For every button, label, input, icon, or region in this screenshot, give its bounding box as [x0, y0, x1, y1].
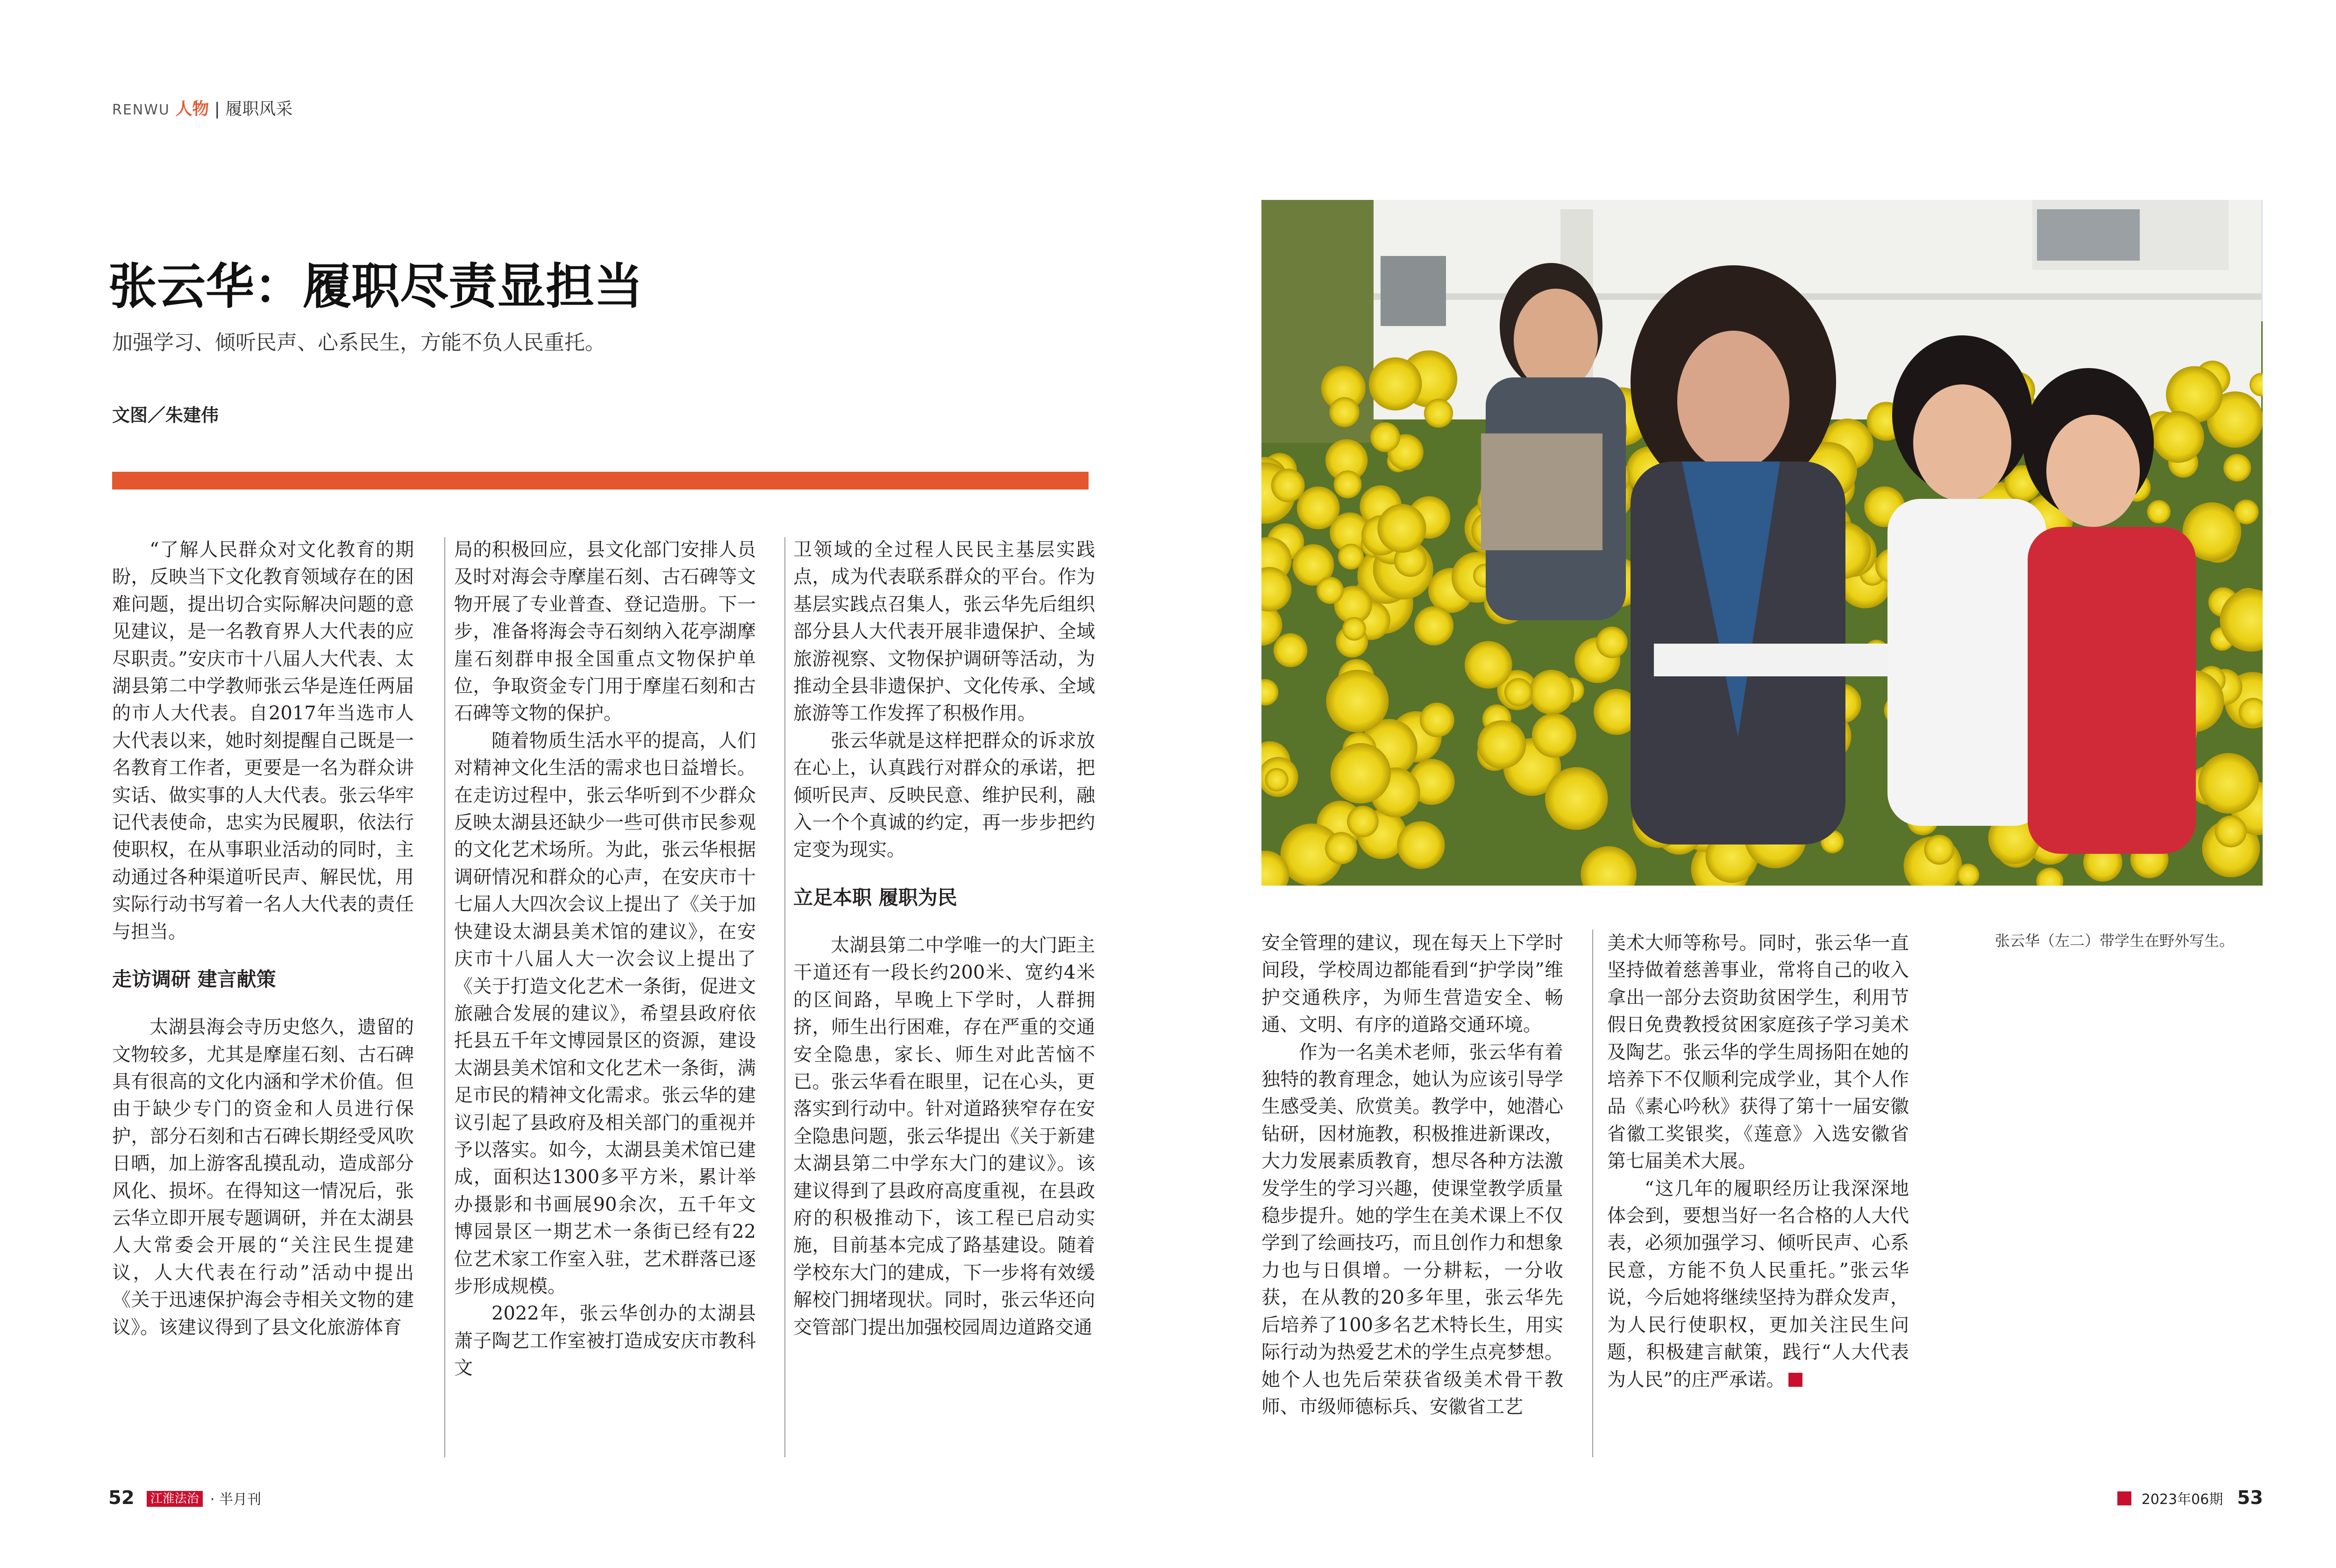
right-issue: 2023年06期 — [2141, 1491, 2223, 1508]
paragraph: 作为一名美术老师，张云华有着独特的教育理念，她认为应该引导学生感受美、欣赏美。教学中，她潜心钻研，因材施教，积极推进新课改，大力发展素质教育，想尽各种方法激发学生的学习兴趣，使课堂教学质量稳步提升。她的学生在美术课上不仅学到了绘画技巧，而且创作力和想象力也与日俱增。一分耕耘，一分收获，在从教的20多年里，张云华先后培养了100多名艺术特长生，用实际行动为热爱艺术的学生点亮梦想。她个人也先后荣获省级美术骨干教师、市级师德标兵、安徽省工艺 — [1261, 1041, 1563, 1418]
section-sub: 履职风采 — [225, 99, 293, 119]
article-subtitle: 加强学习、倾听民声、心系民生，方能不负人民重托。 — [112, 331, 605, 355]
chrysanthemum-flower — [1369, 357, 1422, 411]
left-issue: · 半月刊 — [210, 1491, 261, 1508]
chrysanthemum-flower — [1326, 670, 1389, 732]
chrysanthemum-flower — [1265, 768, 1289, 791]
column-divider — [444, 537, 445, 1457]
chrysanthemum-flower — [1424, 399, 1453, 428]
footer-left — [108, 1486, 261, 1511]
article-column-3 — [793, 536, 1095, 1341]
chrysanthemum-flower — [1532, 713, 1576, 758]
end-mark — [1788, 1373, 1802, 1387]
chrysanthemum-flower — [2234, 500, 2259, 525]
section-separator: | — [214, 99, 220, 119]
paragraph: 美术大师等称号。同时，张云华一直坚持做着慈善事业，常将自己的收入拿出一部分去资助贫困学生，利用节假日免费教授贫困家庭孩子学习美术及陶艺。张云华的学生周扬阳在她的培养下不仅顺利完成学业，其个人作品《素心吟秋》获得了第十一届安徽省徽工奖银奖，《莲意》入选安徽省第七届美术大展。 — [1607, 932, 1909, 1172]
chrysanthemum-flower — [1271, 468, 1305, 502]
chrysanthemum-flower — [1377, 504, 1426, 553]
section-heading: 立足本职 履职为民 — [793, 886, 957, 909]
chrysanthemum-flower — [1504, 678, 1533, 707]
article-column-2 — [454, 536, 756, 1382]
title-rule — [112, 472, 1089, 490]
girl-middle — [1887, 335, 2046, 826]
chrysanthemum-flower — [1545, 767, 1608, 830]
paragraph: 太湖县第二中学唯一的大门距主干道还有一段长约200米、宽约4米的区间路，早晚上下学时，人群拥挤，师生出行困难，存在严重的交通安全隐患，家长、师生对此苦恼不已。张云华看在眼里，记在心头，更落实到行动中。针对道路狭窄存在安全隐患问题，张云华提出《关于新建太湖县第二中学东大门的建议》。该建议得到了县政府高度重视，在县政府的积极推动下，该工程已启动实施，目前基本完成了路基建设。随着学校东大门的建成，下一步将有效缓解校门拥堵现状。同时，张云华还向交管部门提出加强校园周边道路交通 — [793, 934, 1095, 1338]
chrysanthemum-flower — [2198, 753, 2259, 814]
chrysanthemum-flower — [1478, 720, 1526, 769]
column-divider — [1592, 929, 1593, 1457]
article-column-5 — [1607, 929, 1909, 1393]
footer-right — [2117, 1486, 2263, 1511]
chrysanthemum-flower — [2152, 411, 2204, 463]
chrysanthemum-flower — [2223, 454, 2251, 482]
paragraph: “这几年的履职经历让我深深地体会到，要想当好一名合格的人大代表，必须加强学习、倾听民声、心系民意，方能不负人民重托。”张云华说，今后她将继续坚持为群众发声，为人民行使职权，更加关注民生问题，积极建言献策，践行“人大代表为人民”的庄严承诺。 — [1607, 1178, 1909, 1391]
magazine-logo — [147, 1491, 203, 1507]
chrysanthemum-flower — [1529, 670, 1574, 715]
chrysanthemum-flower — [1596, 627, 1628, 659]
chrysanthemum-flower — [1347, 806, 1379, 837]
chrysanthemum-flower — [1274, 633, 1308, 667]
chrysanthemum-flower — [1338, 544, 1364, 569]
chrysanthemum-flower — [1334, 470, 1362, 498]
section-header — [112, 99, 292, 121]
chrysanthemum-flower — [1329, 397, 1359, 427]
section-en: RENWU — [112, 102, 170, 118]
article-title: 张云华：履职尽责显担当 — [108, 258, 643, 315]
paragraph: 安全管理的建议，现在每天上下学时间段，学校周边都能看到“护学岗”维护交通秩序，为师生营造安全、畅通、文明、有序的道路交通环境。 — [1261, 932, 1563, 1036]
article-column-4 — [1261, 929, 1563, 1420]
paragraph: 张云华就是这样把群众的诉求放在心上，认真践行对群众的承诺，把倾听民声、反映民意、维护民利，融入一个个真诚的约定，再一步步把约定变为现实。 — [793, 730, 1095, 861]
chrysanthemum-flower — [1420, 702, 1454, 737]
chrysanthemum-flower — [1325, 832, 1357, 864]
article-photo — [1261, 200, 2263, 886]
article-column-1 — [112, 536, 414, 1341]
chrysanthemum-flower — [1317, 577, 1344, 604]
chrysanthemum-flower — [2215, 816, 2247, 847]
chrysanthemum-flower — [1331, 743, 1391, 803]
magazine-mini-logo — [2117, 1491, 2131, 1505]
article-byline: 文图／朱建伟 — [112, 405, 219, 426]
chrysanthemum-flower — [1370, 422, 1400, 452]
paragraph: 随着物质生活水平的提高，人们对精神文化生活的需求也日益增长。在走访过程中，张云华听到不少群众反映太湖县还缺少一些可供市民参观的文化艺术场所。为此，张云华根据调研情况和群众的心声，在安庆市十七届人大四次会议上提出了《关于加快建设太湖县美术馆的建议》，在安庆市十八届人大一次会议上提出了《关于打造文化艺术一条街，促进文旅融合发展的建议》，希望县政府依托县五千年文博园景区的资源，建设太湖县美术馆和文化艺术一条街，满足市民的精神文化需求。张云华的建议引起了县政府及相关部门的重视并予以落实。如今，太湖县美术馆已建成，面积达1300多平方米，累计举办摄影和书画展90余次，五千年文博园景区一期艺术一条街已经有22位艺术家工作室入驻，艺术群落已逐步形成规模。 — [454, 730, 756, 1297]
paragraph: 卫领域的全过程人民民主基层实践点，成为代表联系群众的平台。作为基层实践点召集人，张云华先后组织部分县人大代表开展非遗保护、全域旅游视察、文物保护调研等活动，为推动全县非遗保护、文化传承、全域旅游等工作发挥了积极作用。 — [793, 539, 1095, 724]
chrysanthemum-flower — [2147, 500, 2171, 524]
section-heading: 走访调研 建言献策 — [112, 968, 276, 991]
paragraph: 局的积极回应，县文化部门安排人员及时对海会寺摩崖石刻、古石碑等文物开展了专业普查、登记造册。下一步，准备将海会寺石刻纳入花亭湖摩崖石刻群申报全国重点文物保护单位，争取资金专门用于摩崖石刻和古石碑等文物的保护。 — [454, 539, 756, 724]
left-page-number: 52 — [108, 1487, 135, 1509]
chrysanthemum-flower — [1297, 487, 1340, 530]
photo-illustration — [1261, 200, 2263, 886]
chrysanthemum-flower — [1924, 835, 1954, 865]
magazine-name: 江淮法治 — [150, 1492, 199, 1506]
paragraph: 太湖县海会寺历史悠久，遗留的文物较多，尤其是摩崖石刻、古石碑具有很高的文化内涵和学术价值。但由于缺少专门的资金和人员进行保护，部分石刻和古石碑长期经受风吹日晒，加上游客乱摸乱动，造成部分风化、损坏。在得知这一情况后，张云华立即开展专题调研，并在太湖县人大常委会开展的“关注民生提建议，人大代表在行动”活动中提出《关于迅速保护海会寺相关文物的建议》。该建议得到了县文化旅游体育 — [112, 1016, 414, 1338]
chrysanthemum-flower — [1342, 617, 1366, 641]
column-divider — [784, 537, 785, 1457]
chrysanthemum-flower — [1465, 641, 1512, 688]
right-page-number: 53 — [2237, 1487, 2263, 1509]
paragraph: “了解人民群众对文化教育的期盼，反映当下文化教育领域存在的困难问题，提出切合实际解决问题的意见建议，是一名教育界人大代表的应尽职责。”安庆市十八届人大代表、太湖县第二中学教师张云华是连任两届的市人大代表。自2017年当选市人大代表以来，她时刻提醒自己既是一名教育工作者，更要是一名为群众讲实话、做实事的人大代表。张云华牢记代表使命，忠实为民履职，依法行使职权，在从事职业活动的同时，主动通过各种渠道听民声、解民忧，用实际行动书写着一名人大代表的责任与担当。 — [112, 539, 414, 943]
chrysanthemum-flower — [1957, 864, 1979, 886]
section-cn: 人物 — [175, 99, 209, 119]
photo-caption: 张云华（左二）带学生在野外写生。 — [1995, 932, 2235, 950]
chrysanthemum-flower — [1397, 821, 1445, 869]
chrysanthemum-flower — [1414, 606, 1453, 646]
paragraph: 2022年，张云华创办的太湖县萧子陶艺工作室被打造成安庆市教科文 — [454, 1303, 756, 1379]
